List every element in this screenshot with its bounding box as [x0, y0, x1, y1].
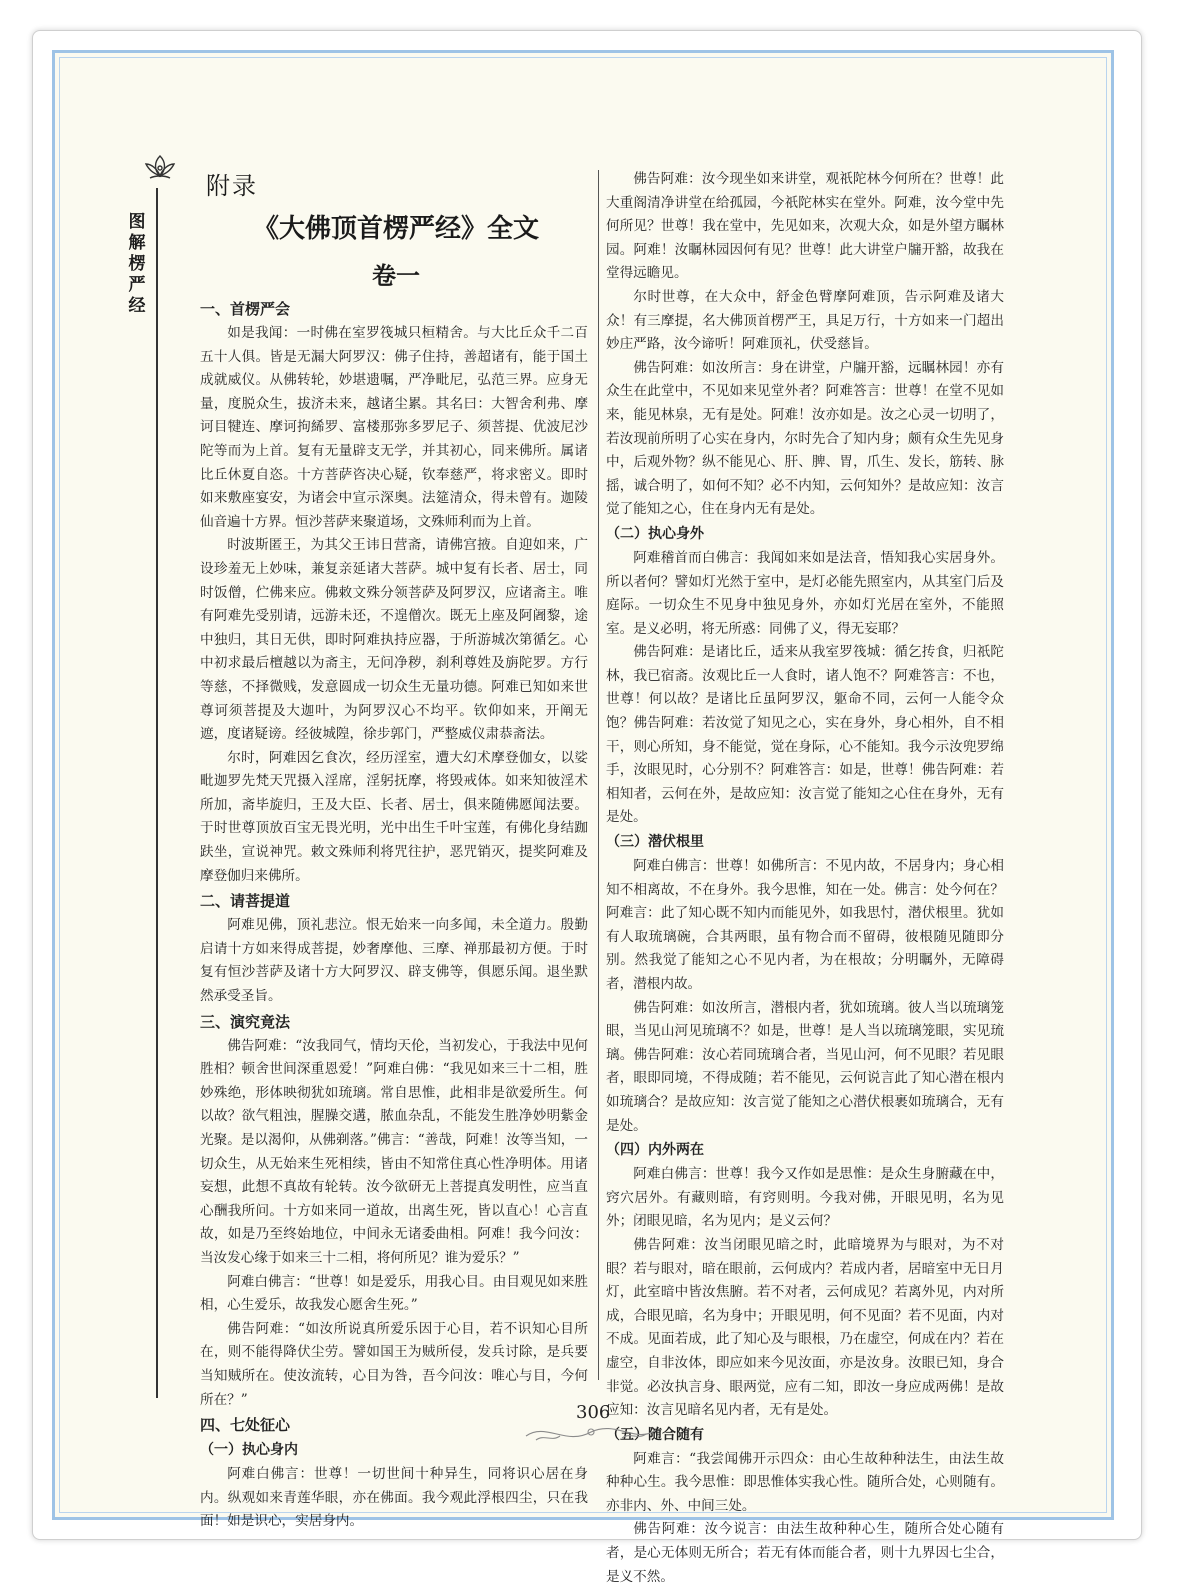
- subsection-heading: （三）潜伏根里: [606, 834, 704, 851]
- section-heading: 二、请菩提道: [200, 892, 291, 911]
- section-heading: 一、首楞严会: [200, 300, 291, 318]
- paragraph: 佛告阿难：汝当闭眼见暗之时，此暗境界为与眼对，为不对眼？若与眼对，暗在眼前，云何成内？若成内者，居暗室中无日月灯，此室暗中皆汝焦腑。若不对者，云何成见？若离外见，内对所成，合眼见暗，名为身中；开眼见明，何不见面？若不见面，内对不成。见面若成，此了知心及与眼根，乃在虚空，何成在内？若在虚空，自非汝体，即应如来今见汝面，亦是汝身。汝眼已知，身合非觉。必汝执言身、眼两觉，应有二知，即汝一身应成两佛！是故应知：汝言见暗名见内者，无有是处。: [606, 1236, 1004, 1419]
- page-number: 306: [576, 1402, 611, 1423]
- appendix-label: 附录: [206, 172, 258, 200]
- left-column: [200, 296, 588, 1534]
- paragraph: 时波斯匿王，为其父王讳日营斋，请佛宫掖。自迎如来，广设珍羞无上妙味，兼复亲延诸大菩萨。城中复有长者、居士，同时饭僧，伫佛来应。佛敕文殊分领菩萨及阿罗汉，应诸斋主。唯有阿难先受别请，远游未还，不遑僧次。既无上座及阿阇黎，途中独归，其日无供，即时阿难执持应器，于所游城次第循乞。心中初求最后檀越以为斋主，无问净秽，刹利尊姓及旃陀罗。方行等慈，不择微贱，发意圆成一切众生无量功德。阿难已知如来世尊诃须菩提及大迦叶，为阿罗汉心不均平。钦仰如来，开阐无遮，度诸疑谤。经彼城隍，徐步郭门，严整威仪肃恭斋法。: [200, 537, 588, 743]
- subsection-heading: （四）内外两在: [606, 1142, 704, 1159]
- lotus-ornament-icon: [140, 150, 180, 190]
- paragraph: 佛告阿难：“汝我同气，情均天伦，当初发心，于我法中见何胜相？顿舍世间深重恩爱！”阿难白佛：“我见如来三十二相，胜妙殊绝，形体映彻犹如琉璃。常自思惟，此相非是欲爱所生。何以故？欲气粗浊，腥臊交遘，脓血杂乱，不能发生胜净妙明紫金光聚。是以渴仰，从佛剃落。”佛言：“善哉，阿难！汝等当知，一切众生，从无始来生死相续，皆由不知常住真心性净明体。用诸妄想，此想不真故有轮转。汝今欲研无上菩提真发明性，应当直心酬我所问。十方如来同一道故，出离生死，皆以直心！心言直故，如是乃至终始地位，中间永无诸委曲相。阿难！我今问汝：当汝发心缘于如来三十二相，将何所见？谁为爱乐？”: [200, 1037, 588, 1266]
- section-heading: 三、演究竟法: [200, 1012, 291, 1031]
- column-divider: [598, 170, 599, 1380]
- paragraph: 阿难白佛言：世尊！一切世间十种异生，同将识心居在身内。纵观如来青莲华眼，亦在佛面。我今观此浮根四尘，只在我面！如是识心，实居身内。: [200, 1466, 588, 1530]
- side-title-char: 经: [128, 296, 146, 316]
- paragraph: 尔时，阿难因乞食次，经历淫室，遭大幻术摩登伽女，以娑毗迦罗先梵天咒摄入淫席，淫躬抚摩，将毁戒体。如来知彼淫术所加，斋毕旋归，王及大臣、长者、居士，俱来随佛愿闻法要。于时世尊顶放百宝无畏光明，光中出生千叶宝莲，有佛化身结跏趺坐，宣说神咒。敕文殊师利将咒往护，恶咒销灭，提奖阿难及摩登伽归来佛所。: [200, 749, 588, 884]
- side-rule: [156, 188, 158, 1398]
- side-title-char: 楞: [128, 254, 146, 274]
- paragraph: 阿难见佛，顶礼悲泣。恨无始来一向多闻，未全道力。殷勤启请十方如来得成菩提，妙奢摩他、三摩、禅那最初方便。于时复有恒沙菩萨及诸十方大阿罗汉、辟支佛等，俱愿乐闻。退坐默然承受圣旨。: [200, 917, 588, 1005]
- paragraph: 阿难白佛言：世尊！我今又作如是思惟：是众生身腑藏在中，窍穴居外。有藏则暗，有窍则明。今我对佛，开眼见明，名为见外；闭眼见暗，名为见内；是义云何？: [606, 1166, 1004, 1230]
- paragraph: 佛告阿难：是诸比丘，适来从我室罗筏城：循乞抟食，归祇陀林，我已宿斋。汝观比丘一人食时，诸人饱不？阿难答言：不也，世尊！何以故？是诸比丘虽阿罗汉，躯命不同，云何一人能令众饱？佛告阿难：若汝觉了知见之心，实在身外，身心相外，自不相干，则心所知，身不能觉，觉在身际，心不能知。我今示汝兜罗绵手，汝眼见时，心分别不？阿难答言：如是，世尊！佛告阿难：若相知者，云何在外，是故应知：汝言觉了能知之心住在身外，无有是处。: [606, 644, 1004, 826]
- paragraph: 阿难白佛言：“世尊！如是爱乐，用我心目。由目观见如来胜相，心生爱乐，故我发心愿舍生死。”: [200, 1273, 588, 1314]
- book-side-title: [124, 212, 150, 317]
- side-title-char: 图: [128, 212, 146, 232]
- paragraph: 阿难稽首而白佛言：我闻如来如是法音，悟知我心实居身外。所以者何？譬如灯光然于室中，是灯必能先照室内，从其室门后及庭际。一切众生不见身中独见身外，亦如灯光居在室外，不能照室。是义必明，将无所惑：同佛了义，得无妄耶？: [606, 549, 1004, 637]
- document-title: 《大佛顶首楞严经》全文: [252, 214, 539, 244]
- flourish-ornament-icon: [516, 1416, 666, 1448]
- paragraph: 佛告阿难：如汝所言：身在讲堂，户牖开豁，远瞩林园！亦有众生在此堂中，不见如来见堂外者？阿难答言：世尊！在堂不见如来，能见林泉，无有是处。阿难！汝亦如是。汝之心灵一切明了，若汝现前所明了心实在身内，尔时先合了知内身；颇有众生先见身中，后观外物？纵不能见心、肝、脾、胃，爪生、发长，筋转、脉摇，诚合明了，如何不知？必不内知，云何知外？是故应知：汝言觉了能知之心，住在身内无有是处。: [606, 359, 1004, 518]
- subsection-heading: （二）执心身外: [606, 525, 704, 542]
- paragraph: 佛告阿难：汝今说言：由法生故种种心生，随所合处心随有者，是心无体则无所合；若无有体而能合者，则十九界因七尘合，是义不然。: [606, 1521, 1004, 1585]
- paragraph: 佛告阿难：如汝所言，潜根内者，犹如琉璃。彼人当以琉璃笼眼，当见山河见琉璃不？如是，世尊！是人当以琉璃笼眼，实见琉璃。佛告阿难：汝心若同琉璃合者，当见山河，何不见眼？若见眼者，眼即同境，不得成随；若不能见，云何说言此了知心潜在根内如琉璃合？是故应知：汝言觉了能知之心潜伏根裹如琉璃合，无有是处。: [606, 999, 1004, 1134]
- paragraph: 如是我闻：一时佛在室罗筏城只桓精舍。与大比丘众千二百五十人俱。皆是无漏大阿罗汉：佛子住持，善超诸有，能于国土成就威仪。从佛转轮，妙堪遗嘱，严净毗尼，弘范三界。应身无量，度脱众生，拔济未来，越诸尘累。其名曰：大智舍利弗、摩诃目犍连、摩诃拘絺罗、富楼那弥多罗尼子、须菩提、优波尼沙陀等而为上首。复有无量辟支无学，并其初心，同来佛所。属诸比丘休夏自恣。十方菩萨咨决心疑，钦奉慈严，将求密义。即时如来敷座宴安，为诸会中宣示深奥。法筵清众，得未曾有。迦陵仙音遍十方界。恒沙菩萨来聚道场，文殊师利而为上首。: [200, 325, 588, 530]
- paragraph: 佛告阿难：汝今现坐如来讲堂，观祇陀林今何所在？世尊！此大重阁清净讲堂在给孤园，今祇陀林实在堂外。阿难，汝今堂中先何所见？世尊！我在堂中，先见如来，次观大众，如是外望方瞩林园。阿难！汝瞩林园因何有见？世尊！此大讲堂户牖开豁，故我在堂得远瞻见。: [606, 171, 1004, 282]
- paragraph: 阿难白佛言：世尊！如佛所言：不见内故，不居身内；身心相知不相离故，不在身外。我今思惟，知在一处。佛言：处今何在？阿难言：此了知心既不知内而能见外，如我思忖，潜伏根里。犹如有人取琉璃碗，合其两眼，虽有物合而不留碍，彼根随见随即分别。然我觉了能知之心不见内者，为在根故；分明瞩外，无障碍者，潜根内故。: [606, 858, 1004, 992]
- paragraph: 佛告阿难：“如汝所说真所爱乐因于心目，若不识知心目所在，则不能得降伏尘劳。譬如国王为贼所侵，发兵讨除，是兵要当知贼所在。使汝流转，心目为咎，吾今问汝：唯心与目，今何所在？”: [200, 1320, 588, 1408]
- right-column: [606, 168, 1004, 1589]
- section-heading: 四、七处征心: [200, 1416, 291, 1435]
- paragraph: 阿难言：“我尝闻佛开示四众：由心生故种种法生，由法生故种种心生。我今思惟：即思惟体实我心性。随所合处，心则随有。亦非内、外、中间三处。: [606, 1450, 1004, 1514]
- subsection-heading: （一）执心身内: [200, 1442, 298, 1459]
- side-title-char: 解: [128, 233, 146, 253]
- paragraph: 尔时世尊，在大众中，舒金色臂摩阿难顶，告示阿难及诸大众！有三摩提，名大佛顶首楞严王，具足万行，十方如来一门超出妙庄严路，汝今谛听！阿难顶礼，伏受慈旨。: [606, 288, 1004, 353]
- volume-title: 卷一: [372, 262, 420, 290]
- subsection-heading: （五）随合随有: [606, 1426, 704, 1443]
- page-footer: [516, 1402, 666, 1448]
- side-title-char: 严: [128, 275, 146, 295]
